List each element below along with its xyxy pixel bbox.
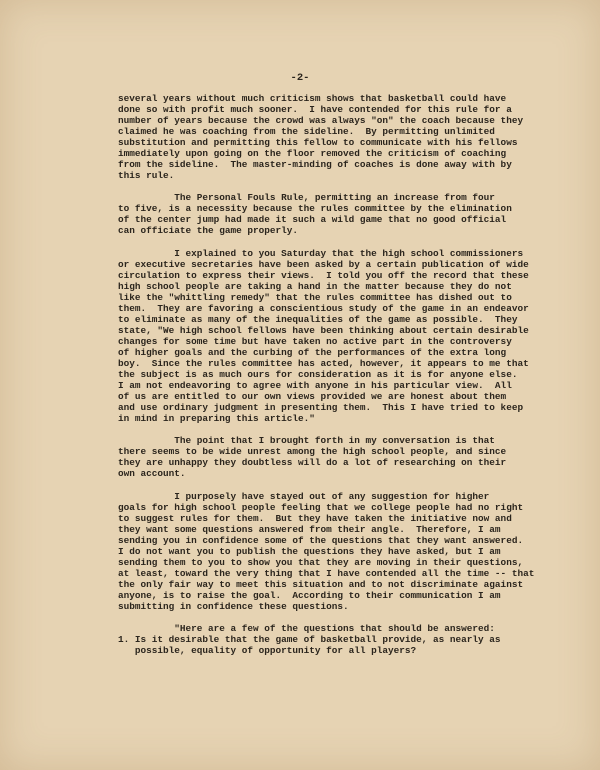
text-line: I do not want you to publish the questions they have asked, but I am	[118, 545, 501, 557]
text-line: possible, equality of opportunity for all players?	[118, 644, 417, 656]
text-line: of higher goals and the curbing of the performances of the extra long	[118, 346, 507, 358]
text-line: at least, toward the very thing that I have contended all the time -- that	[118, 567, 535, 579]
text-line: goals for high school people feeling that we college people had no right	[118, 501, 524, 513]
text-line: and use ordinary judgment in presenting them. This I have tried to keep	[118, 401, 524, 413]
paragraph	[118, 93, 524, 181]
text-line: state, "We high school fellows have been thinking about certain desirable	[118, 324, 529, 336]
text-line: like the "whittling remedy" that the rules committee has dished out to	[118, 291, 512, 303]
text-line: boy. Since the rules committee has acted, however, it appears to me that	[118, 357, 529, 369]
text-line: of the center jump had made it such a wild game that no good official	[118, 214, 507, 226]
text-line: claimed he was coaching from the sideline. By permitting unlimited	[118, 126, 495, 137]
text-line: The Personal Fouls Rule, permitting an increase from four	[118, 192, 495, 204]
text-line: them. They are favoring a conscientious study of the game in an endeavor	[118, 302, 529, 314]
text-line: submitting in confidence these questions.	[118, 600, 349, 612]
text-line: or executive secretaries have been asked by a certain publication of wide	[118, 258, 529, 270]
text-line: "Here are a few of the questions that should be answered:	[118, 622, 495, 634]
text-line: of us are entitled to our own views provided we are honest about them	[118, 390, 507, 402]
paragraph	[118, 490, 535, 612]
text-line: they are unhappy they doubtless will do a lot of researching on their	[118, 457, 507, 469]
text-line: there seems to be wide unrest among the high school people, and since	[118, 446, 507, 458]
page-number: -2-	[290, 72, 310, 84]
text-line: done so with profit much sooner. I have contended for this rule for a	[118, 104, 512, 115]
text-line: the only fair way to meet this situation and to not discriminate against	[118, 578, 524, 590]
text-line: to suggest rules for them. But they have taken the initiative now and	[118, 512, 512, 524]
text-line: I explained to you Saturday that the high school commissioners	[118, 247, 524, 259]
text-line: own account.	[118, 468, 186, 480]
text-line: they want some questions answered from their angle. Therefore, I am	[118, 523, 501, 535]
paragraph	[118, 435, 518, 479]
text-line: to eliminate as many of the inequalities of the game as possible. They	[118, 313, 518, 325]
text-line: sending you in confidence some of the questions that they want answered.	[118, 534, 524, 546]
text-line: The point that I brought forth in my conversation is that	[118, 435, 495, 447]
text-line: to five, is a necessity because the rules committee by the elimination	[118, 203, 512, 215]
paragraph	[118, 623, 518, 656]
text-line: several years without much criticism shows that basketball could have	[118, 93, 507, 104]
text-line: this rule.	[118, 170, 175, 181]
letter-body	[118, 93, 535, 656]
text-line: number of years because the crowd was always "on" the coach because they	[118, 115, 524, 126]
text-line: changes for some time but have taken no active part in the controversy	[118, 335, 512, 347]
paragraph	[118, 247, 529, 424]
text-line: circulation to express their views. I told you off the record that these	[118, 269, 529, 281]
text-line: I am not endeavoring to agree with anyone in his particular view. All	[118, 379, 512, 391]
text-line: the subject is as much ours for consideration as it is for anyone else.	[118, 368, 518, 380]
text-line: anyone, is to raise the goal. According to their communication I am	[118, 589, 501, 601]
text-line: sending them to you to show you that they are moving in their questions,	[118, 556, 524, 568]
text-line: 1. Is it desirable that the game of basketball provide, as nearly as	[118, 633, 501, 645]
text-line: I purposely have stayed out of any suggestion for higher	[118, 490, 490, 502]
text-line: substitution and permitting this fellow to communicate with his fellows	[118, 137, 518, 148]
text-line: can officiate the game properly.	[118, 225, 299, 237]
text-line: immediately upon going on the floor removed the criticism of coaching	[118, 148, 507, 159]
text-line: in mind in preparing this article."	[118, 412, 315, 424]
paragraph	[118, 192, 518, 236]
text-line: high school people are taking a hand in the matter because they do not	[118, 280, 512, 292]
text-line: from the sideline. The master-minding of coaches is done away with by	[118, 159, 512, 170]
